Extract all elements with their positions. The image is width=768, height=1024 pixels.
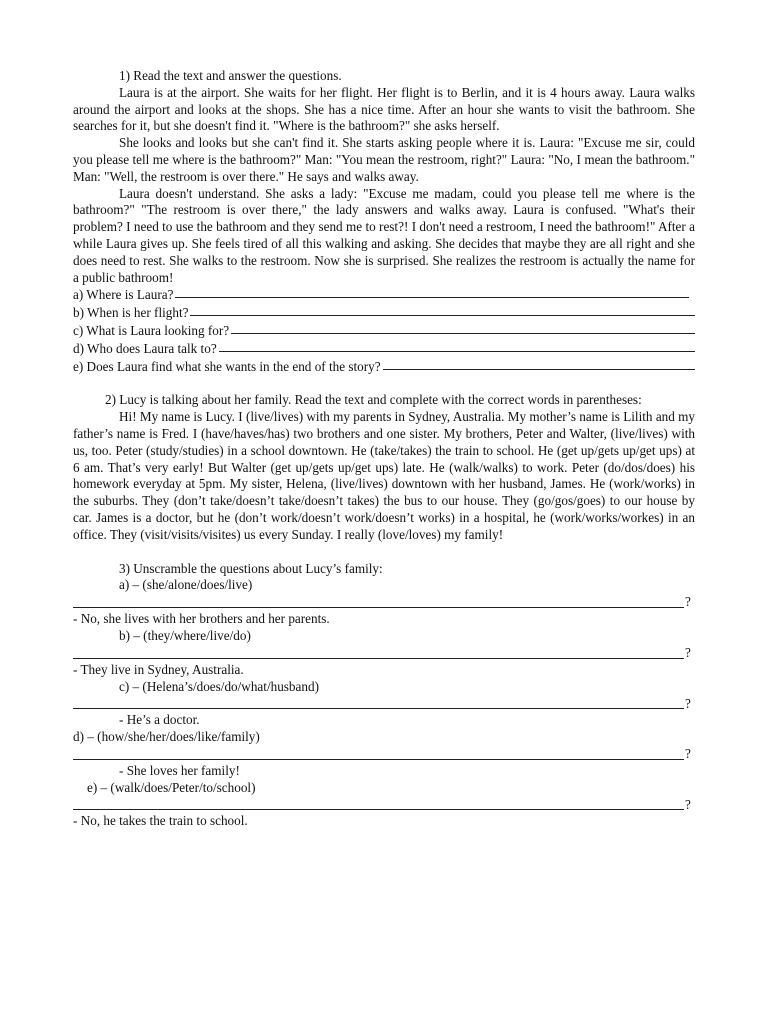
section3-heading: 3) Unscramble the questions about Lucy’s family: xyxy=(119,560,383,576)
section1-heading: 1) Read the text and answer the questions. xyxy=(119,68,342,83)
unscramble-reply-a: - No, she lives with her brothers and her parents. xyxy=(73,611,330,627)
question-a xyxy=(73,286,695,304)
answer-line[interactable] xyxy=(73,645,695,662)
question-mark: ? xyxy=(685,644,691,660)
unscramble-prompt-d: d) – (how/she/her/does/like/family) xyxy=(73,729,260,745)
unscramble-prompt-b: b) – (they/where/live/do) xyxy=(119,627,251,643)
question-text: a) Where is Laura? xyxy=(73,287,174,303)
question-e xyxy=(73,358,695,376)
question-text: c) What is Laura looking for? xyxy=(73,322,230,338)
question-mark: ? xyxy=(685,796,691,812)
unscramble-prompt-c: c) – (Helena’s/does/do/what/husband) xyxy=(119,678,319,694)
section2-text: Hi! My name is Lucy. I (live/lives) with my parents in Sydney, Australia. My mother’s name is Lilith and my father’s name is Fred. I (have/haves/has) two brothers and one sister. My brothers, Peter and Walter, (live/lives) with us, too. Peter (study/studies) in a school downtown. He (take/takes) the train to school. He (get up/gets up/get ups) at 6 am. That’s very early! But Walter (get up/gets up/get ups) late. He (walk/walks) to work. Peter (do/dos/does) his homework everyday at 5pm. My sister, Helena, (live/lives) downtown with her husband, James. He (work/works) in the suburbs. They (don’t take/doesn’t take/doesn’t takes) the bus to our house. They (go/gos/goes) to our house by car. James is a doctor, but he (don’t work/doesn’t work/doesn’t works) in a hospital, he (work/works/workes) in an office. They (visit/visits/visites) us every Sunday. I really (love/loves) my family! xyxy=(73,409,696,542)
answer-line[interactable] xyxy=(73,594,695,611)
unscramble-prompt-e: e) – (walk/does/Peter/to/school) xyxy=(87,779,256,795)
answer-line[interactable] xyxy=(73,746,695,763)
answer-blank[interactable] xyxy=(190,303,695,316)
unscramble-reply-d: - She loves her family! xyxy=(119,762,240,778)
unscramble-prompt-a: a) – (she/alone/does/live) xyxy=(119,577,253,593)
section1-paragraph: She looks and looks but she can't find it. She starts asking people where it is. Laura: "Excuse me sir, could you please tell me where is the bathroom?" Man: "You mean the restroom, right?" Laura: "No, I mean the bathroom." Man: "Well, the restroom is over there." He says and walks away. xyxy=(73,135,695,184)
section2-heading: 2) Lucy is talking about her family. Read the text and complete with the correct words in parentheses: xyxy=(105,392,642,408)
question-mark: ? xyxy=(685,746,691,762)
unscramble-reply-b: - They live in Sydney, Australia. xyxy=(73,661,244,677)
answer-line[interactable] xyxy=(73,695,695,712)
question-mark: ? xyxy=(685,695,691,711)
question-text: d) Who does Laura talk to? xyxy=(73,340,217,356)
answer-blank[interactable] xyxy=(219,339,695,352)
question-c xyxy=(73,322,695,340)
answer-line[interactable] xyxy=(73,796,695,813)
answer-blank[interactable] xyxy=(175,285,689,298)
answer-blank[interactable] xyxy=(383,357,695,370)
section1-paragraph: Laura is at the airport. She waits for her flight. Her flight is to Berlin, and it is 4 hours away. Laura walks around the airport and looks at the shops. She has a nice time. After an hour she wants to visit the bathroom. She searches for it, but she doesn't find it. "Where is the bathroom?" she asks herself. xyxy=(73,84,695,134)
unscramble-reply-e: - No, he takes the train to school. xyxy=(73,813,248,829)
worksheet-page xyxy=(73,68,695,830)
question-text: e) Does Laura find what she wants in the end of the story? xyxy=(73,358,381,374)
answer-blank[interactable] xyxy=(231,321,695,334)
section1-paragraph: Laura doesn't understand. She asks a lady: "Excuse me madam, could you please tell me where is the bathroom?" "The restroom is over there," the lady answers and walks away. Laura is confused. "What's their problem? I need to use the bathroom and they send me to rest?! I don't need a restroom, I need the bathroom!" After a while Laura gives up. She feels tired of all this walking and asking. She decides that maybe they are all right and she does need to rest. She walks to the restroom. Now she is surprised. She realizes the restroom is actually the name for a public bathroom! xyxy=(73,185,695,285)
question-d xyxy=(73,340,695,358)
question-b xyxy=(73,304,695,322)
unscramble-reply-c: - He’s a doctor. xyxy=(119,712,200,728)
question-mark: ? xyxy=(685,594,691,610)
question-text: b) When is her flight? xyxy=(73,305,189,321)
